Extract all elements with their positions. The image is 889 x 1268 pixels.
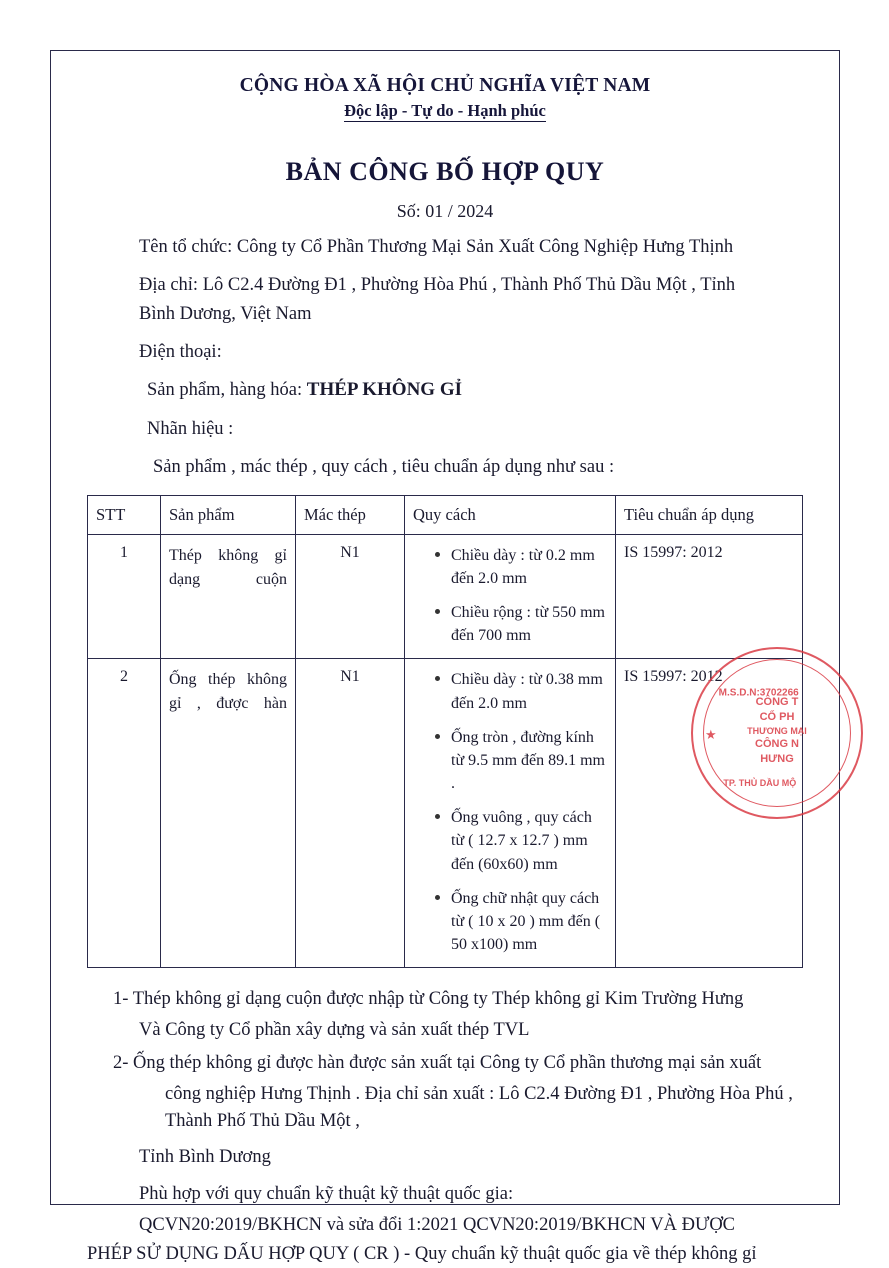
cell-product [161,659,296,968]
national-title: CỘNG HÒA XÃ HỘI CHỦ NGHĨA VIỆT NAM [239,75,651,96]
product-name: THÉP KHÔNG GỈ [306,379,462,401]
note-item [87,986,803,1013]
note-text: Ống thép không gỉ được hàn được sản xuất tại Công ty Cổ phần thương mại sản xuất [133,1053,762,1073]
cell-specs [405,659,616,968]
spec-item: Chiều rộng : từ 550 mm đến 700 mm [435,601,607,647]
table-row [88,659,803,968]
table-header-row [88,495,803,534]
organization-address-line1: Địa chỉ: Lô C2.4 Đường Đ1 , Phường Hòa Phú , Thành Phố Thủ Dầu Một , Tỉnh [139,275,736,296]
cell-standard: IS 15997: 2012 [616,659,803,968]
spec-item: Ống chữ nhật quy cách từ ( 10 x 20 ) mm đến ( 50 x100) mm [435,887,607,957]
seal-line-2: CỔ PH [759,710,795,723]
note-text: Thép không gỉ dạng cuộn được nhập từ Công ty Thép không gỉ Kim Trường Hưng [132,989,744,1010]
seal-arc-top-text: M.S.D.N:3702266 [718,687,799,699]
cell-grade: N1 [296,659,405,968]
note-continuation: Thành Phố Thủ Dầu Một , [165,1110,360,1131]
organization-phone: Điện thoại: [139,341,222,362]
document-body [51,51,839,1264]
document-page [50,50,840,1264]
specification-table [87,495,803,969]
seal-line-1: CÔNG T [755,696,799,708]
organization-name: Tên tổ chức: Công ty Cổ Phần Thương Mại Sản Xuất Công Nghiệp Hưng Thịnh [139,237,734,257]
note-continuation: công nghiệp Hưng Thịnh . Địa chỉ sản xuất : Lô C2.4 Đường Đ1 , Phường Hòa Phú , [165,1083,793,1104]
province-line: Tỉnh Bình Dương [139,1147,271,1168]
product-line [87,377,803,404]
spec-item: Chiều dày : từ 0.2 mm đến 2.0 mm [435,544,607,590]
note-continuation: Và Công ty Cổ phần xây dựng và sản xuất thép TVL [139,1020,530,1041]
product-prefix: Sản phẩm, hàng hóa: [147,380,307,401]
document-number: Số: 01 / 2024 [396,201,494,221]
brand-line: Nhãn hiệu : [147,419,234,440]
cell-product [161,534,296,659]
organization-address-line2: Bình Dương, Việt Nam [139,303,312,324]
column-header-product: Sản phẩm [161,495,296,534]
seal-line-4: CÔNG N [755,737,799,750]
cell-specs [405,534,616,659]
column-header-standard: Tiêu chuẩn áp dụng [616,495,803,534]
table-intro: Sản phẩm , mác thép , quy cách , tiêu chuẩn áp dụng như sau : [153,457,615,478]
spec-item: Chiều dày : từ 0.38 mm đến 2.0 mm [435,668,607,714]
cell-stt: 2 [88,659,161,968]
notes-section [87,986,803,1134]
cell-stt: 1 [88,534,161,659]
column-header-stt: STT [88,495,161,534]
national-motto [87,101,803,121]
spec-item: Ống tròn , đường kính từ 9.5 mm đến 89.1 mm . [435,726,607,796]
document-title: BẢN CÔNG BỐ HỢP QUY [285,157,605,186]
conformity-label: Phù hợp với quy chuẩn kỹ thuật kỹ thuật quốc gia: [139,1184,514,1205]
seal-line-3: THƯƠNG MẠI [747,725,807,736]
national-motto-text: Độc lập - Tự do - Hạnh phúc [344,101,546,120]
seal-star-icon: ★ [705,727,717,742]
standard-line-1: QCVN20:2019/BKHCN và sửa đổi 1:2021 QCVN20:2019/BKHCN VÀ ĐƯỢC [139,1215,736,1236]
seal-line-5: HƯNG [760,752,794,765]
table-row [88,534,803,659]
column-header-spec: Quy cách [405,495,616,534]
seal-arc-bottom-text: TP. THỦ DẦU MỘ [723,777,797,788]
standard-line-2: PHÉP SỬ DỤNG DẤU HỢP QUY ( CR ) - Quy chuẩn kỹ thuật quốc gia về thép không gỉ [87,1243,757,1264]
cell-product-text: Thép không gỉ dạng cuộn [169,546,287,588]
note-item [87,1050,803,1077]
cell-grade: N1 [296,534,405,659]
cell-standard: IS 15997: 2012 [616,534,803,659]
note-number: 2- [113,1053,129,1073]
spec-item: Ống vuông , quy cách từ ( 12.7 x 12.7 ) mm đến (60x60) mm [435,806,607,876]
note-number: 1- [113,989,129,1010]
cell-product-text: Ống thép không gỉ , được hàn [169,671,287,713]
column-header-grade: Mác thép [296,495,405,534]
